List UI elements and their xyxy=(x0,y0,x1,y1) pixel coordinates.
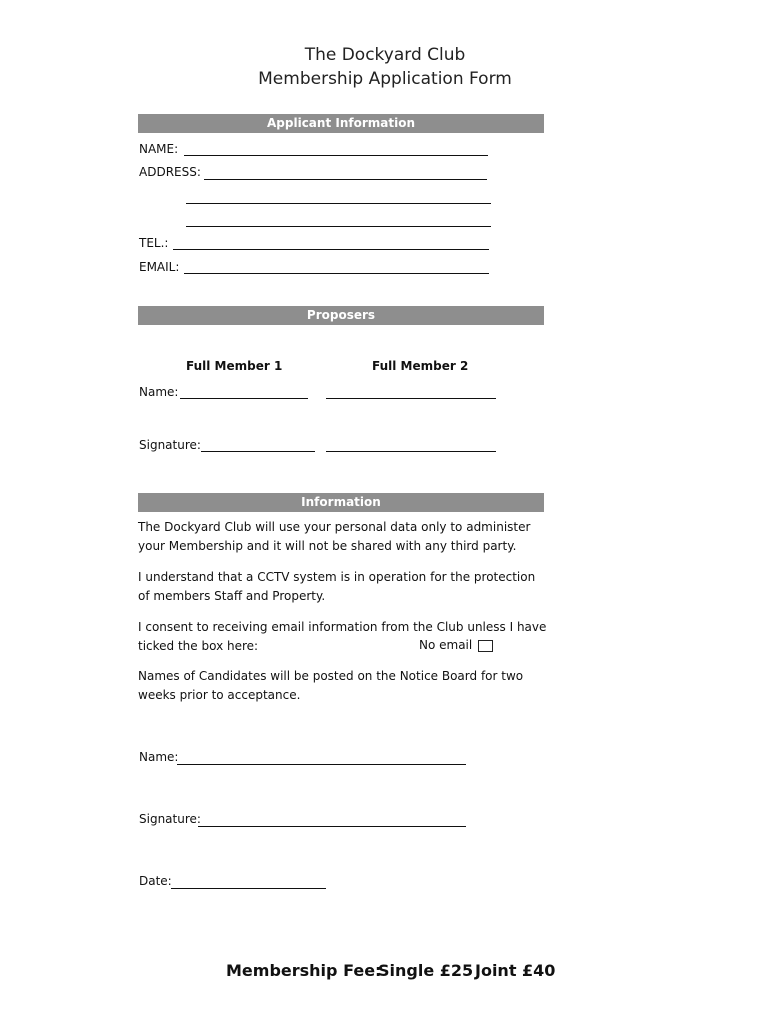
proposer-name-label: Name: xyxy=(139,385,179,399)
cctv-paragraph: I understand that a CCTV system is in operation for the protection of members Staff and Property. xyxy=(138,570,536,603)
single-fee: Single £25 xyxy=(378,961,474,980)
applicant-signoff-name-label: Name: xyxy=(139,750,179,764)
applicant-tel-label: TEL.: xyxy=(139,236,169,250)
applicant-address-field-1[interactable] xyxy=(204,179,487,180)
proposers-section-header: Proposers xyxy=(138,306,544,325)
candidates-paragraph: Names of Candidates will be posted on the Notice Board for two weeks prior to acceptance. xyxy=(138,669,524,702)
form-title-line1: The Dockyard Club xyxy=(304,45,466,65)
date-label: Date: xyxy=(139,874,172,888)
email-consent-paragraph: I consent to receiving email information from the Club unless I have ticked the box here: xyxy=(138,620,547,653)
applicant-address-field-3[interactable] xyxy=(186,226,491,227)
proposer2-name-field[interactable] xyxy=(326,398,496,399)
proposer1-name-field[interactable] xyxy=(180,398,308,399)
privacy-paragraph: The Dockyard Club will use your personal data only to administer your Membership and it will not be shared with any third party. xyxy=(138,520,531,553)
no-email-checkbox[interactable] xyxy=(478,640,493,652)
applicant-signature-label: Signature: xyxy=(139,812,201,826)
applicant-name-label: NAME: xyxy=(139,142,179,156)
applicant-email-label: EMAIL: xyxy=(139,260,180,274)
membership-fee-label: Membership Fee: xyxy=(226,961,382,980)
no-email-label: No email xyxy=(419,638,473,652)
joint-fee: Joint £40 xyxy=(475,961,556,980)
applicant-signoff-name-field[interactable] xyxy=(177,764,466,765)
form-title-line2: Membership Application Form xyxy=(258,69,512,89)
applicant-email-field[interactable] xyxy=(184,273,489,274)
proposer-col2-heading: Full Member 2 xyxy=(372,359,469,373)
applicant-address-label: ADDRESS: xyxy=(139,165,201,179)
applicant-tel-field[interactable] xyxy=(173,249,489,250)
proposer-signature-label: Signature: xyxy=(139,438,201,452)
date-field[interactable] xyxy=(171,888,326,889)
applicant-signature-field[interactable] xyxy=(198,826,466,827)
information-section-header: Information xyxy=(138,493,544,512)
proposer1-signature-field[interactable] xyxy=(201,451,315,452)
applicant-section-header: Applicant Information xyxy=(138,114,544,133)
proposer-col1-heading: Full Member 1 xyxy=(186,359,283,373)
applicant-address-field-2[interactable] xyxy=(186,203,491,204)
applicant-name-field[interactable] xyxy=(184,155,488,156)
proposer2-signature-field[interactable] xyxy=(326,451,496,452)
